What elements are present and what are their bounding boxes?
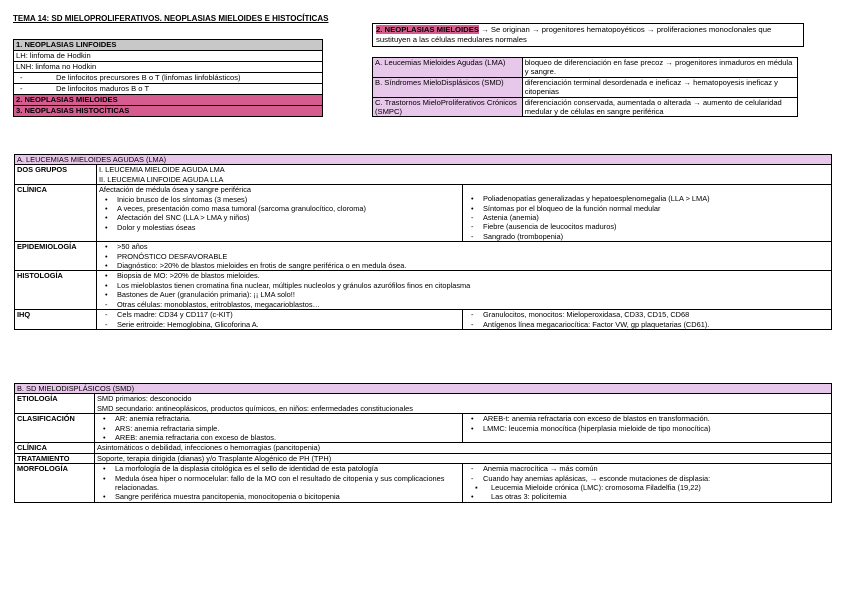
section-a-table — [14, 154, 832, 330]
intro-highlight: 2. NEOPLASIAS MIELOIDES — [376, 25, 479, 34]
clinica-right — [463, 185, 832, 242]
index-subitem: - De linfocitos precursores B o T (linfomas linfoblásticos) — [14, 73, 323, 84]
row-label: CLÍNICA — [15, 443, 95, 453]
list-item: • Síntomas por el bloqueo de la función normal medular — [465, 204, 829, 213]
intro-text: → Se originan → progenitores hematopoyéticos → proliferaciones monoclonales que sustituyen a las células medulares normales — [376, 25, 772, 44]
section-b-table — [14, 383, 832, 503]
class-key: B. Síndromes MieloDisplásicos (SMD) — [373, 77, 523, 97]
list-item: • >50 años — [99, 242, 829, 251]
list-item: - Serie eritroide: Hemoglobina, Glicoforina A. — [99, 320, 460, 329]
list-item: - Granulocitos, monocitos: Mieloperoxidasa, CD33, CD15, CD68 — [465, 310, 829, 319]
clas-right — [463, 414, 832, 443]
clas-left — [95, 414, 463, 443]
ihq-right — [463, 310, 832, 330]
section-a-header: A. LEUCEMIAS MIELOIDES AGUDAS (LMA) — [15, 155, 832, 165]
list-item: • Los mieloblastos tienen cromatina fina nuclear, múltiples nucleolos y gránulos azurófilos finos en citoplasma — [99, 281, 829, 290]
list-item: - Cuando hay anemias aplásicas, → esconde mutaciones de displasia: — [465, 474, 829, 483]
list-item: • ARS: anemia refractaria simple. — [97, 424, 460, 433]
classification-table — [372, 57, 798, 117]
index-item: 1. NEOPLASIAS LINFOIDES — [14, 40, 323, 51]
page-title: TEMA 14: SD MIELOPROLIFERATIVOS. NEOPLASIAS MIELOIDES E HISTOCÍTICAS — [13, 14, 329, 23]
ihq-left — [97, 310, 463, 330]
morf-right — [463, 464, 832, 503]
index-item: 2. NEOPLASIAS MIELOIDES — [14, 95, 323, 106]
etio-cell — [95, 394, 832, 414]
morf-left — [95, 464, 463, 503]
list-item: • Bastones de Auer (granulación primaria): ¡¡ LMA solo!! — [99, 290, 829, 299]
list-item: • A veces, presentación como masa tumoral (sarcoma granulocítico, cloroma) — [99, 204, 460, 213]
list-item: • Sangre periférica muestra pancitopenia, monocitopenia o bicitopenia — [97, 492, 460, 501]
row-label: EPIDEMIOLOGÍA — [15, 242, 97, 271]
list-item: • Las otras 3: policitemia — [465, 492, 829, 501]
list-item: - Cels madre: CD34 y CD117 (c-KIT) — [99, 310, 460, 319]
list-item: • Biopsia de MO: >20% de blastos mieloides. — [99, 271, 829, 280]
list-item: • PRONÓSTICO DESFAVORABLE — [99, 252, 829, 261]
index-item: LH: linfoma de Hodkin — [14, 51, 323, 62]
list-item: - Astenia (anemia) — [465, 213, 829, 222]
list-item: • AREB-t: anemia refractaria con exceso de blastos en transformación. — [465, 414, 829, 423]
intro-box — [372, 23, 804, 47]
list-item: - Fiebre (ausencia de leucocitos maduros) — [465, 222, 829, 231]
list-item: • Dolor y molestias óseas — [99, 223, 460, 232]
index-item: 3. NEOPLASIAS HISTOCÍTICAS — [14, 106, 323, 117]
list-item: • Diagnóstico: >20% de blastos mieloides en frotis de sangre periférica o en medula ósea. — [99, 261, 829, 270]
index-table — [13, 39, 323, 117]
hist-cell — [97, 271, 832, 310]
row-label: CLASIFICACIÓN — [15, 414, 95, 443]
epi-cell — [97, 242, 832, 271]
grupo-item: I. LEUCEMIA MIELOIDE AGUDA LMA — [99, 165, 225, 175]
list-item: - Sangrado (trombopenia) — [465, 232, 829, 241]
class-value: diferenciación conservada, aumentada o alterada → aumento de celularidad medular y de células en sangre periférica — [522, 97, 797, 117]
list-item: • Inicio brusco de los síntomas (3 meses) — [99, 195, 460, 204]
row-label: MORFOLOGÍA — [15, 464, 95, 503]
list-item: • Afectación del SNC (LLA > LMA y niños) — [99, 213, 460, 222]
etio-item: SMD secundario: antineoplásicos, productos químicos, en niños: enfermedades constitucionales — [97, 403, 413, 413]
list-item: ▪ Leucemia Mieloide crónica (LMC): cromosoma Filadelfia (19,22) — [465, 483, 829, 492]
grupo-item: II. LEUCEMIA LINFOIDE AGUDA LLA — [99, 174, 224, 184]
trat-cell: Soporte, terapia dirigida (dianas) y/o Trasplante Alogénico de PH (TPH) — [95, 453, 832, 463]
row-label: ETIOLOGÍA — [15, 394, 95, 414]
clin-cell: Asintomáticos o debilidad, infecciones o hemorragias (pancitopenia) — [95, 443, 832, 453]
etio-item: SMD primarios: desconocido — [97, 394, 192, 404]
list-item: • Medula ósea hiper o normocelular: fallo de la MO con el resultado de citopenia y sus complicaciones relacionadas. — [97, 474, 460, 493]
grupos-cell — [97, 165, 832, 185]
class-value: bloqueo de diferenciación en fase precoz → progenitores inmaduros en médula y sangre. — [522, 58, 797, 78]
row-label: TRATAMIENTO — [15, 453, 95, 463]
section-b-header: B. SD MIELODISPLÁSICOS (SMD) — [15, 384, 832, 394]
clinica-left — [97, 185, 463, 242]
list-item: • La morfología de la displasia citológica es el sello de identidad de esta patología — [97, 464, 460, 473]
class-key: C. Trastornos MieloProliferativos Crónicos (SMPC) — [373, 97, 523, 117]
class-value: diferenciación terminal desordenada e ineficaz → hematopoyesis ineficaz y citopenias — [522, 77, 797, 97]
list-item: • AREB: anemia refractaria con exceso de blastos. — [97, 433, 460, 442]
clinica-intro: Afectación de médula ósea y sangre periférica — [99, 185, 252, 195]
row-label: DOS GRUPOS — [15, 165, 97, 185]
list-item: • Poliadenopatías generalizadas y hepatoesplenomegalia (LLA > LMA) — [465, 194, 829, 203]
list-item: • LMMC: leucemia monocítica (hiperplasia mieloide de tipo monocítica) — [465, 424, 829, 433]
class-key: A. Leucemias Mieloides Agudas (LMA) — [373, 58, 523, 78]
index-subitem: - De linfocitos maduros B o T — [14, 84, 323, 95]
list-item: • AR: anemia refractaria. — [97, 414, 460, 423]
index-item: LNH: linfoma no Hodkin — [14, 62, 323, 73]
list-item: - Antígenos línea megacariocítica: Factor VW, gp plaquetarias (CD61). — [465, 320, 829, 329]
row-label: IHQ — [15, 310, 97, 330]
row-label: CLÍNICA — [15, 185, 97, 242]
list-item: - Anemia macrocítica → más común — [465, 464, 829, 473]
row-label: HISTOLOGÍA — [15, 271, 97, 310]
list-item: - Otras células: monoblastos, eritroblastos, megacarioblastos… — [99, 300, 829, 309]
